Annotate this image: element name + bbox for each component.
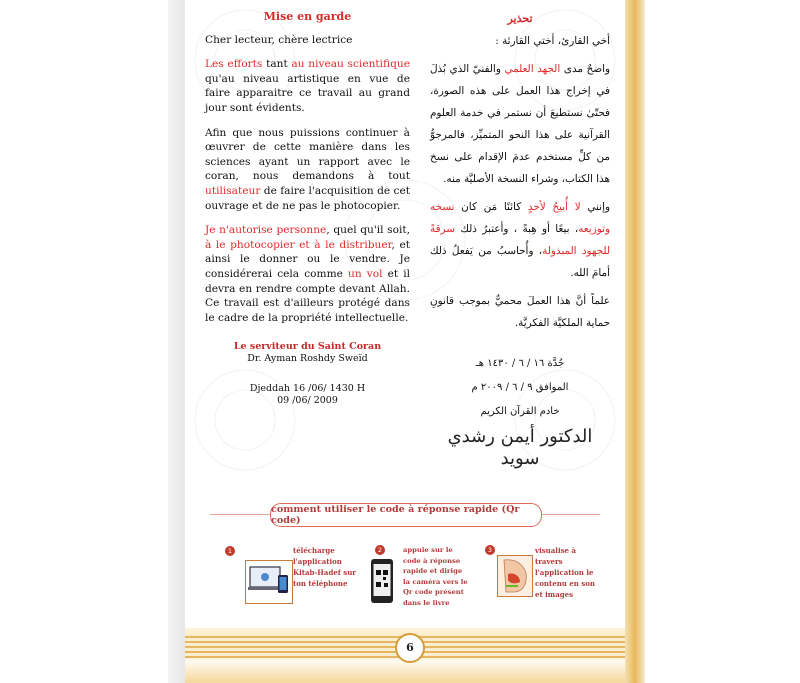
page-edge <box>625 0 645 683</box>
arabic-heading: تحذير <box>507 12 533 25</box>
step-3-text: visualise à travers l'application le contenu en son et images <box>535 546 596 599</box>
mouth-anatomy-icon <box>497 555 533 597</box>
step-1-number: 1 <box>225 546 235 556</box>
arabic-paragraph-2: وإنني لا أُبيحُ لأحدٍ كائنًا مَن كان نسخه وتوزيعه، بيعًا أو هِبةً ، وأعتبرُ ذلك سرقةً للجهود المبذولة، وأُحاسبُ من يَفعلُ ذلك أمامَ الله. <box>430 201 610 279</box>
french-paragraph-1: Les efforts tant au niveau scientifique qu'au niveau artistique en vue de faire apparaitre ce travail au grand jour sont évidents. <box>205 58 410 114</box>
phone-qr-icon <box>367 557 397 607</box>
book-page <box>185 0 625 683</box>
step-2-number: 2 <box>375 545 385 555</box>
page-gutter <box>168 0 186 683</box>
arabic-column <box>430 10 610 470</box>
arabic-signature-calligraphy: الدكتور أيمن رشدي سويد <box>447 426 593 469</box>
laptop-phone-icon <box>245 560 293 604</box>
french-heading: Mise en garde <box>263 10 352 23</box>
french-date: Djeddah 16 /06/ 1430 H 09 /06/ 2009 <box>249 383 366 407</box>
page-number: 6 <box>395 633 425 663</box>
qr-banner: comment utiliser le code à réponse rapide (Qr code) <box>270 503 542 527</box>
step-3-number: 3 <box>485 545 495 555</box>
arabic-date: جُدَّة ١٦ / ٦ / ١٤٣٠ هـ الموافق ٩ / ٦ / ٢٠٠٩ م خادم القرآن الكريم <box>471 358 569 417</box>
arabic-paragraph-3: علماً أنَّ هذا العملَ محميٌّ بموجب قانونِ حماية الملكيَّة الفكريَّة. <box>430 295 610 329</box>
arabic-greeting: أخي القارئ، أختي القارئة : <box>495 35 610 47</box>
french-column <box>205 10 410 407</box>
french-greeting: Cher lecteur, chère lectrice <box>205 33 353 46</box>
french-paragraph-2: Afin que nous puissions continuer à œuvrer de cette manière dans les sciences ayant un rapport avec le coran, nous demandons à tout utilisateur de faire l'acquisition de cet ouvrage et de ne pas le photocopier. <box>205 126 410 212</box>
french-paragraph-3: Je n'autorise personne, quel qu'il soit, à le photocopier et à le distribuer, et ainsi le donner ou le vendre. Je considérerai cela comme un vol et il devra en rendre compte devant Allah. Ce travail est d'ailleurs protégé dans le cadre de la propriété intellectuelle. <box>205 224 411 324</box>
step-1-text: télécharge l'application Kitab-Hadef sur ton téléphone <box>293 546 356 588</box>
step-2-text: appuie sur le code à réponse rapide et dirige la caméra vers le Qr code présent dans le livre <box>403 546 468 607</box>
arabic-paragraph-1: واضحٌ مدى الجهد العلمي والفنيّ الذي بُذلَ في إخراج هذا العمل على هذه الصورة، فحتّىٰ نستطيعَ أن نستمر في خدمة العلوم القرآنية على هذا النحو المتميِّز، فالمرجوُّ من كلِّ مستخدم عدمَ الإقدام على نسخ هذا الكتاب، وشراء النسخة الأصليَّة منه. <box>430 63 610 185</box>
french-signature: Le serviteur du Saint Coran Dr. Ayman Roshdy Sweïd <box>233 341 382 365</box>
